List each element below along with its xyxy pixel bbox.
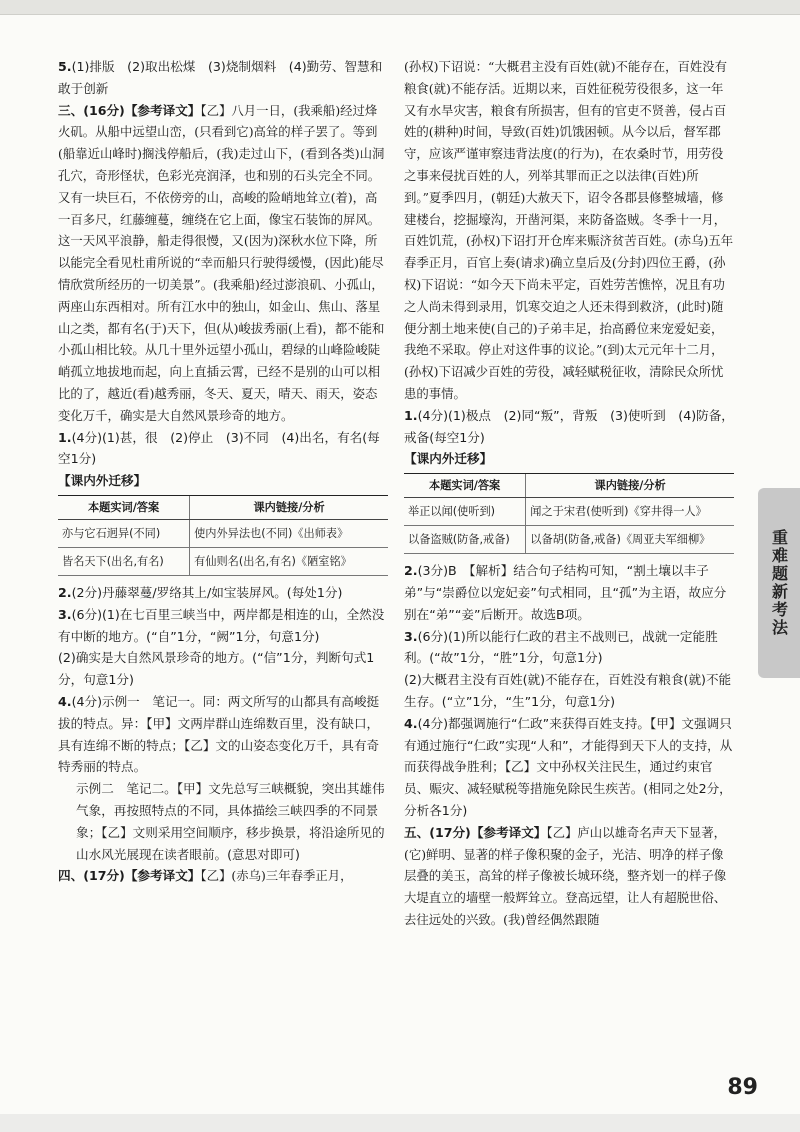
left-column xyxy=(58,56,388,887)
right-column xyxy=(404,56,734,931)
answer-q2-left: 2.(2分)丹藤翠蔓/罗络其上/如宝装屏风。(每处1分) xyxy=(58,584,343,600)
table-cell: 以备胡(防备,戒备)《周亚夫军细柳》 xyxy=(526,526,734,554)
top-scan-strip xyxy=(0,0,800,15)
table-cell: 有仙则名(出名,有名)《陋室铭》 xyxy=(190,547,388,575)
page-number: 89 xyxy=(727,1075,758,1100)
table-cell: 举正以闻(使听到) xyxy=(404,498,526,526)
answer-q4-left: 4.(4分)示例一 笔记一。同：两文所写的山都具有高峻挺拔的特点。异：【甲】文两岸群山连绵数百里，没有缺口，具有连绵不断的特点；【乙】文的山姿态变化万千，具有奇特秀丽的特点。 xyxy=(58,693,380,775)
table-header-row xyxy=(404,474,734,498)
answer-q3b-left: (2)确实是大自然风景珍奇的地方。(“信”1分，判断句式1分，句意1分) xyxy=(58,650,375,688)
section-5: 五、(17分)【参考译文】【乙】庐山以雄奇名声天下显著，(它)鲜明、显著的样子像积聚的金子，光洁、明净的样子像层叠的美玉，高耸的样子像被长城环绕，整齐划一的样子像大堤直立的墙壁一般辉耸立。登高远望，让人有超脱世俗、去往远处的兴致。(我)曾经偶然跟随 xyxy=(404,824,727,927)
section-4: 四、(17分)【参考译文】【乙】(赤乌)三年春季正月， xyxy=(58,868,353,884)
table-header-cell: 课内链接/分析 xyxy=(190,495,388,519)
transfer-table-right xyxy=(404,473,734,554)
answer-q1-left: 1.(4分)(1)甚，很 (2)停止 (3)不同 (4)出名，有名(每空1分) xyxy=(58,429,380,467)
table-header-cell: 本题实词/答案 xyxy=(404,474,526,498)
bottom-scan-strip xyxy=(0,1114,800,1132)
transfer-tag-right: 【课内外迁移】 xyxy=(404,451,493,467)
section-3: 三、(16分)【参考译文】【乙】八月一日，(我乘船)经过烽火矶。从船中远望山峦，(只看到它)高耸的样子罢了。等到(船靠近山峰时)搁浅停船后，(我)走过山下，(看到各类)山洞孔穴，奇形怪状，色彩光亮润泽，也和别的石头完全不同。又有一块巨石，不依傍旁的山，高峻的险峭地耸立(着)，高一百多尺，红藤缠蔓，缠绕在它上面，像宝石装饰的屏风。这一天风平浪静，船走得很慢，又(因为)深秋水位下降，所以能完全看见杜甫所说的“幸而船只行驶得缓慢，(因此)能尽情欣赏所经历的一切美景”。(我乘船)经过澎浪矶、小孤山，两座山东西相对。所有江水中的独山，如金山、焦山、落星山之类，都有名(于)天下，但(从)峻拔秀丽(上看)，都不能和小孤山相比较。从几十里外远望小孤山，碧绿的山峰险峻陡峭孤立地拔地而起，向上直插云霄，已经不是别的山可以相比的了，越近(看)越秀丽，冬天、夏天，晴天、雨天，姿态变化万千，确实是大自然风景珍奇的地方。 xyxy=(58,102,385,423)
transfer-tag-left: 【课内外迁移】 xyxy=(58,473,147,489)
table-row xyxy=(58,519,388,547)
table-cell: 闻之于宋君(使听到)《穿井得一人》 xyxy=(526,498,734,526)
table-cell: 以备盗贼(防备,戒备) xyxy=(404,526,526,554)
table-cell: 亦与它石迥异(不同) xyxy=(58,519,190,547)
answer-q2-right: 2.(3分)B 【解析】结合句子结构可知，“割土壤以丰子弟”与“崇爵位以宠妃妾”句式相同，且“孤”为主语，故应分别在“弟”“妾”后断开。故选B项。 xyxy=(404,563,727,622)
table-cell: 皆名天下(出名,有名) xyxy=(58,547,190,575)
side-tab xyxy=(758,488,800,678)
answer-q5: 5.(1)排版 (2)取出松煤 (3)烧制烟料 (4)勤劳、智慧和敢于创新 xyxy=(58,59,383,96)
table-row xyxy=(404,526,734,554)
table-row xyxy=(58,547,388,575)
answer-q4-right: 4.(4分)都强调施行“仁政”来获得百姓支持。【甲】文强调只有通过施行“仁政”实现“人和”，才能得到天下人的支持，从而获得战争胜利；【乙】文中孙权关注民生，通过约束官员、赈灾、减轻赋税等措施免除民生疾苦。(相同之处2分，分析各1分) xyxy=(404,715,733,818)
answer-q1-right: 1.(4分)(1)极点 (2)同“叛”，背叛 (3)使听到 (4)防备，戒备(每空1分) xyxy=(404,407,734,445)
answer-q3-right: 3.(6分)(1)所以能行仁政的君主不战则已，战就一定能胜利。(“故”1分，“胜”1分，句意1分) xyxy=(404,628,718,666)
answer-q3-left: 3.(6分)(1)在七百里三峡当中，两岸都是相连的山，全然没有中断的地方。(“自”1分，“阙”1分，句意1分) xyxy=(58,606,385,644)
section-4-continued: (孙权)下诏说：“大概君主没有百姓(就)不能存在，百姓没有粮食(就)不能存活。近期以来，百姓征税劳役很多，这一年又有水旱灾害，粮食有所损害，但有的官吏不贤善，侵占百姓的(耕种)时间，导致(百姓)饥饿困顿。从今以后，督军郡守，应该严谨审察违背法度(的行为)，在农桑时节，用劳役之事来侵扰百姓的人，列举其罪而正之以法律(百姓)所到。”夏季四月，(朝廷)大赦天下，诏令各郡县修整城墙，修建楼台，挖掘壕沟，开凿河渠，来防备盗贼。冬季十一月，百姓饥荒，(孙权)下诏打开仓库来赈济贫苦百姓。(赤乌)五年春季正月，百官上奏(请求)确立皇后及(分封)四位王爵，(孙权)下诏说：“如今天下尚未平定，百姓劳苦憔悴，况且有功之人尚未得到录用，饥寒交迫之人还未得到救济，(此时)随便分割土地来使(自己的)子弟丰足，抬高爵位来宠爱妃妾，我绝不采取。停止对这件事的议论。”(到)太元元年十二月，(孙权)下诏减少百姓的劳役，减轻赋税征收，清除民众所忧患的事情。 xyxy=(404,59,734,401)
table-header-row xyxy=(58,495,388,519)
side-tab-label: 重难题新考法 xyxy=(769,529,789,637)
table-header-cell: 本题实词/答案 xyxy=(58,495,190,519)
answer-q3b-right: (2)大概君主没有百姓(就)不能存在，百姓没有粮食(就)不能生存。(“立”1分，“生”1分，句意1分) xyxy=(404,672,732,709)
table-row xyxy=(404,498,734,526)
answer-q4b-left: 示例二 笔记二。【甲】文先总写三峡概貌，突出其雄伟气象，再按照特点的不同，具体描绘三峡四季的不同景象；【乙】文则采用空间顺序，移步换景，将沿途所见的山水风光展现在读者眼前。(意思对即可) xyxy=(76,781,385,862)
table-cell: 使内外异法也(不同)《出师表》 xyxy=(190,519,388,547)
table-header-cell: 课内链接/分析 xyxy=(526,474,734,498)
transfer-table-left xyxy=(58,495,388,576)
